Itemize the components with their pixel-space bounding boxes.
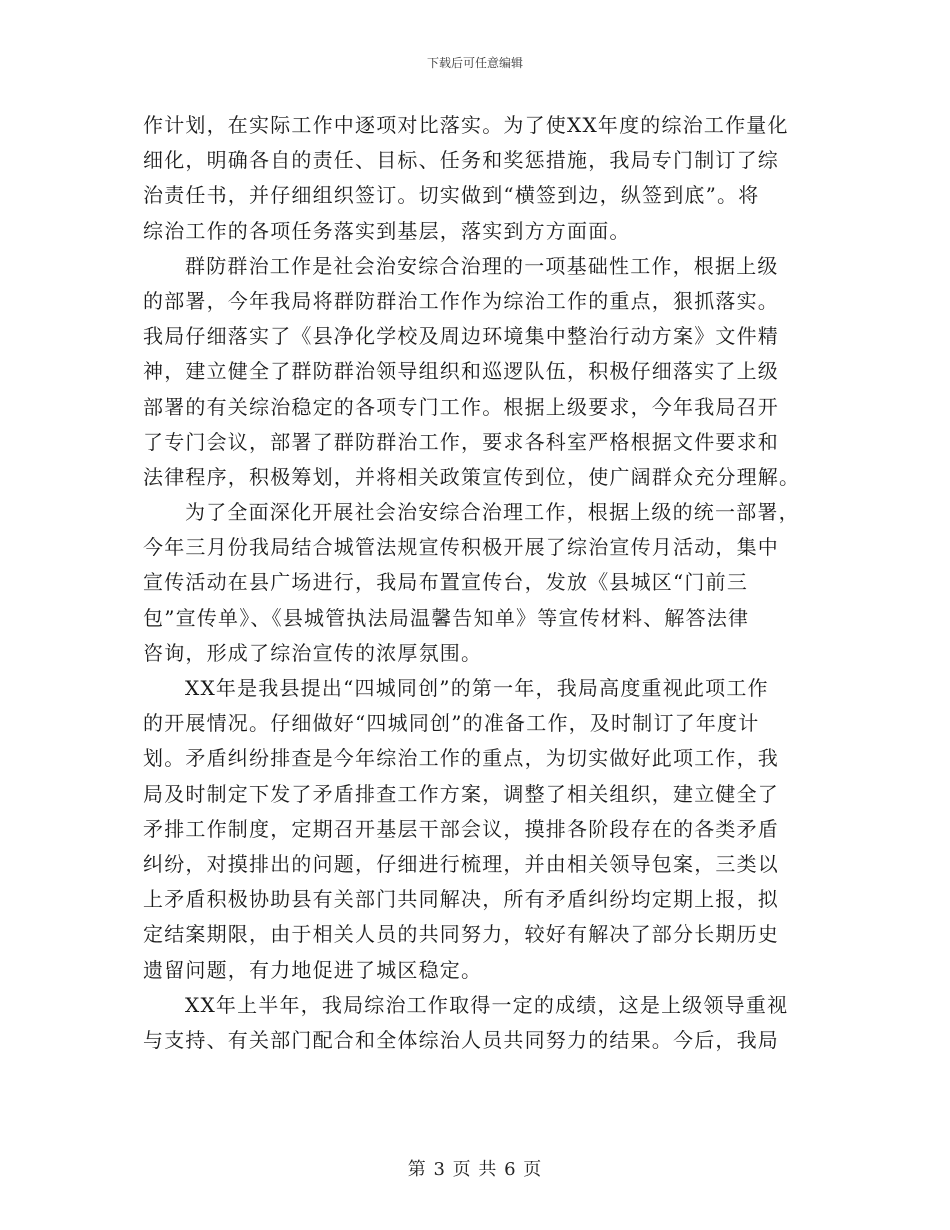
text-line: 局及时制定下发了矛盾排查工作方案，调整了相关组织，建立健全了 [143,781,779,806]
text-line: 矛排工作制度，定期召开基层干部会议，摸排各阶段存在的各类矛盾 [143,816,779,841]
text-line: 上矛盾积极协助县有关部门共同解决，所有矛盾纠纷均定期上报，拟 [143,887,779,912]
text-line: 的部署，今年我局将群防群治工作作为综治工作的重点，狠抓落实。 [143,288,779,313]
text-line: XX年是我县提出“四城同创”的第一年，我局高度重视此项工作 [185,676,769,700]
text-line: 纠纷，对摸排出的问题，仔细进行梳理，并由相关领导包案，三类以 [143,851,779,876]
text-line: 作计划，在实际工作中逐项对比落实。为了使XX年度的综治工作量化 [143,113,789,137]
text-line: 咨询，形成了综治宣传的浓厚氛围。 [143,640,483,665]
text-line: 群防群治工作是社会治安综合治理的一项基础性工作，根据上级 [185,253,779,278]
text-line: 与支持、有关部门配合和全体综治人员共同努力的结果。今后，我局 [143,1027,779,1052]
text-line: XX年上半年，我局综治工作取得一定的成绩，这是上级领导重视 [185,992,789,1017]
text-line: 我局仔细落实了《县净化学校及周边环境集中整治行动方案》文件精 [143,324,779,349]
text-line: 宣传活动在县广场进行，我局布置宣传台，发放《县城区“门前三 [143,570,749,595]
page-header: 下载后可任意编辑 [426,56,523,70]
text-line: 了专门会议，部署了群防群治工作，要求各科室严格根据文件要求和 [143,429,779,454]
text-line: 神，建立健全了群防群治领导组织和巡逻队伍，积极仔细落实了上级 [143,359,779,384]
text-line: 法律程序，积极筹划，并将相关政策宣传到位，使广阔群众充分理解。 [143,464,801,489]
text-line: 的开展情况。仔细做好“四城同创”的准备工作，及时制订了年度计 [143,711,760,736]
text-line: 划。矛盾纠纷排查是今年综治工作的重点，为切实做好此项工作，我 [143,746,779,771]
text-line: 细化，明确各自的责任、目标、任务和奖惩措施，我局专门制订了综 [143,148,779,173]
text-line: 为了全面深化开展社会治安综合治理工作，根据上级的统一部署， [185,500,800,525]
text-line: 综治工作的各项任务落实到基层，落实到方方面面。 [143,218,631,243]
document-body [143,108,807,1058]
text-line: 包”宣传单》、《县城管执法局温馨告知单》等宣传材料、解答法律 [143,605,750,630]
text-line: 部署的有关综治稳定的各项专门工作。根据上级要求，今年我局召开 [143,394,779,419]
text-line: 定结案期限，由于相关人员的共同努力，较好有解决了部分长期历史 [143,922,779,947]
text-line: 遗留问题，有力地促进了城区稳定。 [143,957,483,982]
text-line: 治责任书，并仔细组织签订。切实做到“横签到边，纵签到底”。将 [143,183,760,208]
page-number: 第 3 页 共 6 页 [407,1159,543,1180]
text-line: 今年三月份我局结合城管法规宣传积极开展了综治宣传月活动，集中 [143,535,779,560]
